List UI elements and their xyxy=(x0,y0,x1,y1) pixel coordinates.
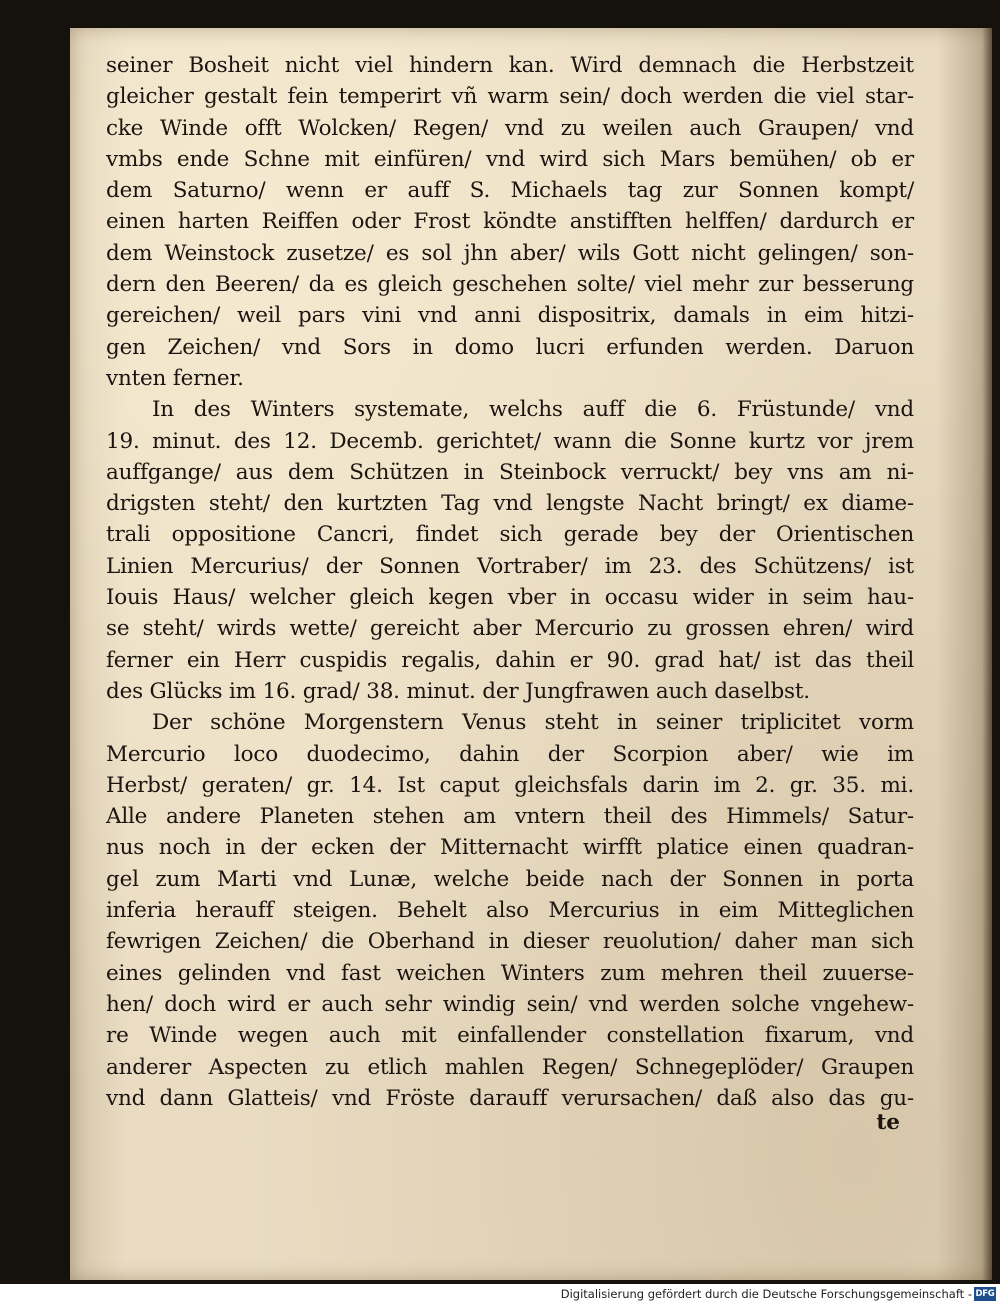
text-line: vnd dann Glatteis/ vnd Fröste darauff verursachen/ daß also das gu- xyxy=(106,1085,914,1111)
footer-bar xyxy=(0,1284,1000,1304)
catchword: te xyxy=(876,1110,900,1135)
text-line: 19. minut. des 12. Decemb. gerichtet/ wann die Sonne kurtz vor jrem xyxy=(106,428,914,454)
text-line: trali oppositione Cancri, findet sich gerade bey der Orientischen xyxy=(106,522,914,548)
text-line: gleicher gestalt fein temperirt vñ warm sein/ doch werden die viel star- xyxy=(106,84,914,110)
text-line: gereichen/ weil pars vini vnd anni dispositrix, damals in eim hitzi- xyxy=(106,303,914,329)
text-line: seiner Bosheit nicht viel hindern kan. Wird demnach die Herbstzeit xyxy=(106,53,914,78)
text-line: Alle andere Planeten stehen am vntern theil des Himmels/ Satur- xyxy=(106,804,914,830)
text-line: Herbst/ geraten/ gr. 14. Ist caput gleichsfals darin im 2. gr. 35. mi. xyxy=(106,772,914,798)
text-line: ferner ein Herr cuspidis regalis, dahin er 90. grad hat/ ist das theil xyxy=(106,647,914,673)
text-line: re Winde wegen auch mit einfallender constellation fixarum, vnd xyxy=(106,1023,914,1049)
body-text xyxy=(106,50,914,1114)
text-line: des Glücks im 16. grad/ 38. minut. der Jungfrawen auch daselbst. xyxy=(106,678,810,704)
text-line: In des Winters systemate, welchs auff die 6. Früstunde/ vnd xyxy=(152,397,914,423)
dfg-logo-icon: DFG xyxy=(975,1289,995,1299)
funding-credit: Digitalisierung gefördert durch die Deutsche Forschungsgemeinschaft - xyxy=(560,1287,972,1301)
text-line: gen Zeichen/ vnd Sors in domo lucri erfunden werden. Daruon xyxy=(106,334,914,360)
text-line: Iouis Haus/ welcher gleich kegen vber in occasu wider in seim hau- xyxy=(106,585,914,611)
text-line: Mercurio loco duodecimo, dahin der Scorpion aber/ wie im xyxy=(106,741,914,767)
text-line: drigsten steht/ den kurtzten Tag vnd lengste Nacht bringt/ ex diame- xyxy=(106,491,914,517)
text-line: hen/ doch wird er auch sehr windig sein/ vnd werden solche vngehew- xyxy=(106,991,914,1017)
page-edge-shadow xyxy=(982,28,992,1280)
text-line: eines gelinden vnd fast weichen Winters zum mehren theil zuuerse- xyxy=(106,960,914,986)
text-line: Der schöne Morgenstern Venus steht in seiner triplicitet vorm xyxy=(152,710,914,736)
text-line: Linien Mercurius/ der Sonnen Vortraber/ im 23. des Schützens/ ist xyxy=(106,553,914,579)
text-line: vmbs ende Schne mit einfüren/ vnd wird sich Mars bemühen/ ob er xyxy=(106,146,914,172)
text-line: dern den Beeren/ da es gleich geschehen solte/ viel mehr zur besserung xyxy=(106,272,914,298)
text-line: gel zum Marti vnd Lunæ, welche beide nach der Sonnen in porta xyxy=(106,866,914,892)
text-line: einen harten Reiffen oder Frost köndte anstifften helffen/ dardurch er xyxy=(106,209,914,235)
text-line: inferia herauff steigen. Behelt also Mercurius in eim Mitteglichen xyxy=(106,898,914,924)
text-line: vnten ferner. xyxy=(106,365,244,391)
text-line: dem Saturno/ wenn er auff S. Michaels tag zur Sonnen kompt/ xyxy=(106,178,914,204)
text-line: anderer Aspecten zu etlich mahlen Regen/ Schnegeplöder/ Graupen xyxy=(106,1054,914,1080)
text-line: fewrigen Zeichen/ die Oberhand in dieser reuolution/ daher man sich xyxy=(106,929,914,955)
text-line: cke Winde offt Wolcken/ Regen/ vnd zu weilen auch Graupen/ vnd xyxy=(106,115,914,141)
text-line: nus noch in der ecken der Mitternacht wirfft platice einen quadran- xyxy=(106,835,914,861)
text-line: auffgange/ aus dem Schützen in Steinbock verruckt/ bey vns am ni- xyxy=(106,459,914,485)
text-line: dem Weinstock zusetze/ es sol jhn aber/ wils Gott nicht gelingen/ son- xyxy=(106,240,914,266)
text-line: se steht/ wirds wette/ gereicht aber Mercurio zu grossen ehren/ wird xyxy=(106,616,914,642)
